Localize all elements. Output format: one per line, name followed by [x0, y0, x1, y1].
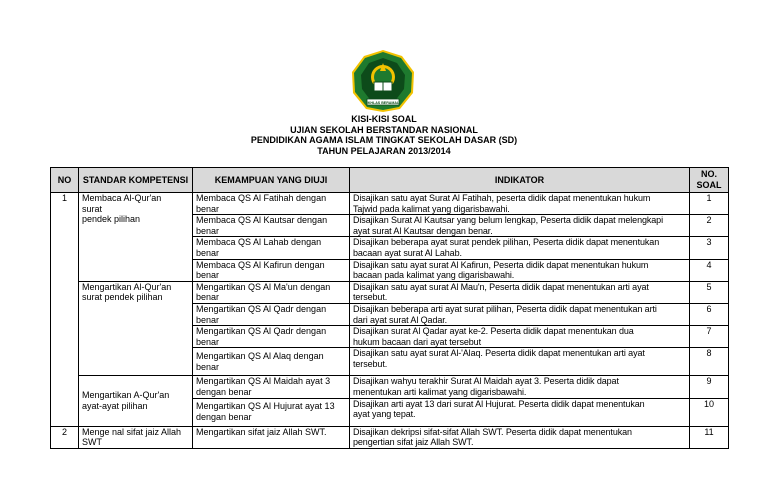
title-line-3: PENDIDIKAN AGAMA ISLAM TINGKAT SEKOLAH DASAR (SD) — [250, 135, 518, 145]
sk-line: surat — [82, 203, 103, 214]
cell-no-soal: 3 — [690, 237, 729, 259]
cell-kemampuan — [193, 259, 350, 281]
ku-line: Mengartikan QS Al Qadr dengan — [196, 326, 327, 337]
sk-line: Mengartikan Al-Qur'an — [82, 281, 172, 292]
cell-standar-kompetensi — [79, 376, 193, 426]
ku-line: benar — [196, 247, 220, 258]
ku-line: Mengartikan sifat jaiz Allah SWT. — [196, 426, 327, 437]
ku-line: benar — [196, 361, 220, 372]
ku-line: Mengartikan QS Al Qadr dengan — [196, 303, 327, 314]
title-line-2: UJIAN SEKOLAH BERSTANDAR NASIONAL — [290, 124, 478, 135]
ind-line: bacaan ayat surat Al Lahab. — [353, 247, 462, 258]
ku-line: Mengartikan QS Al Maidah ayat 3 — [196, 376, 331, 387]
col-header-indikator: INDIKATOR — [350, 168, 690, 193]
sk-line: SWT — [82, 437, 102, 448]
ku-line: benar — [196, 225, 220, 236]
cell-indikator — [350, 326, 690, 348]
cell-indikator — [350, 281, 690, 303]
title-line-1: KISI-KISI SOAL — [351, 114, 417, 124]
col-header-no: NO — [51, 168, 79, 193]
sk-line: Mengartikan A-Qur'an — [82, 390, 170, 401]
ku-line: Mengartikan QS Al Ma'un dengan — [196, 281, 331, 292]
ku-line: dengan benar — [196, 412, 252, 422]
ind-line: Tajwid pada kalimat yang digarisbawahi. — [353, 203, 510, 214]
cell-kemampuan — [193, 281, 350, 303]
cell-indikator — [350, 348, 690, 376]
ind-line: tersebut. — [353, 358, 388, 369]
col-header-no-soal-line2: SOAL — [696, 180, 722, 190]
sk-line: Membaca Al-Qur'an — [82, 193, 162, 203]
table-row — [51, 281, 729, 303]
sk-line: ayat-ayat pilihan — [82, 400, 148, 411]
ku-line: benar — [196, 292, 220, 303]
ku-line: Membaca QS Al Lahab dengan — [196, 237, 322, 248]
ind-line: Disajikan dekripsi sifat-sifat Allah SWT. Peserta didik dapat menentukan — [353, 426, 632, 437]
svg-text:IKHLAS BERAMAL: IKHLAS BERAMAL — [366, 100, 400, 105]
cell-no-soal: 10 — [690, 398, 729, 426]
ku-line: Membaca QS Al Kafirun dengan — [196, 259, 325, 270]
sk-line: Menge nal sifat jaiz Allah — [82, 426, 182, 437]
table-row — [51, 376, 729, 398]
ku-line: Membaca QS Al Fatihah dengan — [196, 193, 327, 203]
document-header — [0, 114, 768, 156]
col-header-no-soal — [690, 168, 729, 193]
cell-indikator — [350, 259, 690, 281]
ind-line: pengertian sifat jaiz Allah SWT. — [353, 437, 474, 448]
cell-no-soal: 1 — [690, 193, 729, 215]
cell-standar-kompetensi — [79, 281, 193, 376]
cell-kemampuan — [193, 398, 350, 426]
ind-line: Disajikan Surat Al Kautsar yang belum lengkap, Peserta didik dapat melengkapi — [353, 215, 663, 226]
kemenag-emblem-icon — [350, 49, 416, 113]
cell-indikator — [350, 426, 690, 448]
cell-indikator — [350, 215, 690, 237]
cell-indikator — [350, 398, 690, 426]
cell-no-soal: 4 — [690, 259, 729, 281]
cell-kemampuan — [193, 193, 350, 215]
cell-no-soal: 9 — [690, 376, 729, 398]
title-line-4: TAHUN PELAJARAN 2013/2014 — [317, 145, 451, 156]
ku-line: benar — [196, 203, 220, 214]
cell-no-soal: 7 — [690, 326, 729, 348]
cell-kemampuan — [193, 376, 350, 398]
cell-kemampuan — [193, 303, 350, 325]
ind-line: Disajikan satu ayat Surat Al Fatihah, peserta didik dapat menentukan hukum — [353, 193, 651, 203]
cell-no-soal: 6 — [690, 303, 729, 325]
ku-line: benar — [196, 336, 220, 347]
cell-standar-kompetensi — [79, 426, 193, 448]
ind-line: Disajikan wahyu terakhir Surat Al Maidah ayat 3. Peserta didik dapat — [353, 376, 619, 387]
table-header-row — [51, 168, 729, 193]
col-header-no-soal-line1: NO. — [700, 169, 717, 180]
ind-line: Disajikan satu ayat surat Al Kafirun, Peserta didik dapat menentukan hukum — [353, 259, 649, 270]
table-row — [51, 193, 729, 215]
cell-indikator — [350, 237, 690, 259]
cell-indikator — [350, 193, 690, 215]
cell-kemampuan — [193, 348, 350, 376]
ind-line: ayat surat Al Kautsar dengan benar. — [353, 225, 493, 236]
ind-line: Disajikan beberapa arti ayat surat pilihan, Peserta didik dapat menentukan arti — [353, 303, 657, 314]
ind-line: menentukan arti kalimat yang digarisbawahi. — [353, 386, 527, 397]
cell-indikator — [350, 303, 690, 325]
cell-indikator — [350, 376, 690, 398]
ind-line: bacaan pada kalimat yang digarisbawahi. — [353, 270, 515, 281]
ind-line: hukum bacaan dari ayat tersebut — [353, 336, 481, 347]
ind-line: Disajikan arti ayat 13 dari surat Al Hujurat. Peserta didik dapat menentukan — [353, 398, 645, 409]
ku-line: benar — [196, 314, 220, 325]
ind-line: tersebut. — [353, 292, 388, 303]
cell-kemampuan — [193, 237, 350, 259]
cell-no: 2 — [51, 426, 79, 448]
ku-line: Mengartikan QS Al Alaq dengan — [196, 351, 324, 362]
emblem-logo — [350, 49, 416, 113]
ind-line: Disajikan satu ayat surat Al Mau'n, Peserta didik dapat menentukan arti ayat — [353, 281, 649, 292]
ind-line: ayat yang tepat. — [353, 409, 416, 420]
cell-kemampuan — [193, 215, 350, 237]
cell-no-soal: 2 — [690, 215, 729, 237]
ku-line: benar — [196, 270, 220, 281]
cell-no-soal: 5 — [690, 281, 729, 303]
cell-kemampuan — [193, 326, 350, 348]
cell-no-soal: 11 — [690, 426, 729, 448]
ind-line: Disajikan satu ayat surat Al-'Alaq. Peserta didik dapat menentukan arti ayat — [353, 348, 645, 359]
table-row — [51, 426, 729, 448]
cell-no: 1 — [51, 193, 79, 427]
ku-line: Membaca QS Al Kautsar dengan — [196, 215, 328, 226]
ind-line: Disajikan beberapa ayat surat pendek pilihan, Peserta didik dapat menentukan — [353, 237, 660, 248]
ku-line: dengan benar — [196, 386, 252, 397]
cell-no-soal: 8 — [690, 348, 729, 376]
ind-line: Disajikan surat Al Qadar ayat ke-2. Peserta didik dapat menentukan dua — [353, 326, 634, 337]
cell-kemampuan — [193, 426, 350, 448]
kisi-kisi-table — [50, 167, 729, 449]
col-header-kemampuan: KEMAMPUAN YANG DIUJI — [193, 168, 350, 193]
sk-line: surat pendek pilihan — [82, 292, 163, 303]
cell-standar-kompetensi — [79, 193, 193, 282]
ku-line: Mengartikan QS Al Hujurat ayat 13 — [196, 401, 335, 412]
sk-line: pendek pilihan — [82, 214, 141, 225]
col-header-standar-kompetensi: STANDAR KOMPETENSI — [79, 168, 193, 193]
ind-line: dari ayat surat Al Qadar. — [353, 314, 448, 325]
